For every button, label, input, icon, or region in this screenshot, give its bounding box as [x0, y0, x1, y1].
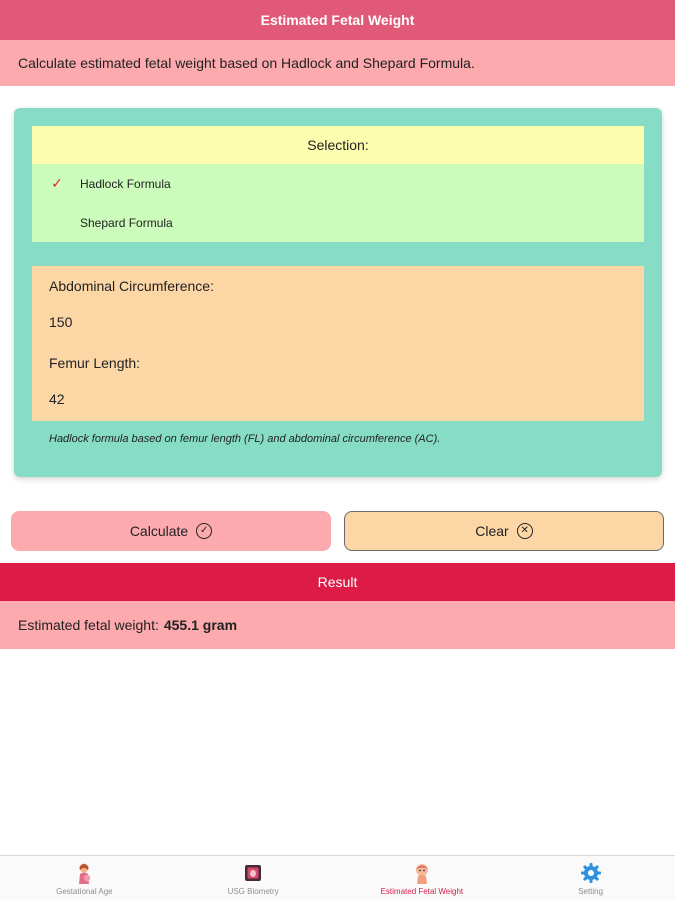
tab-label: Gestational Age — [56, 887, 113, 896]
result-body — [0, 601, 675, 649]
option-label: Shepard Formula — [80, 215, 173, 230]
result-value: 455.1 gram — [163, 617, 238, 633]
measurement-inputs — [32, 266, 644, 421]
gear-icon — [580, 862, 602, 884]
tab-label: USG Biometry — [227, 887, 279, 896]
abdominal-circumference-input[interactable] — [49, 314, 629, 330]
checkmark-icon: ✓ — [51, 175, 63, 191]
femur-length-input[interactable] — [49, 391, 629, 407]
calculate-button[interactable] — [11, 511, 331, 551]
check-circle-icon: ✓ — [196, 523, 212, 539]
formula-options — [32, 164, 644, 242]
ultrasound-icon — [242, 862, 264, 884]
tab-estimated-fetal-weight[interactable] — [338, 856, 507, 900]
tab-setting[interactable] — [506, 856, 675, 900]
selection-header: Selection: — [32, 126, 644, 164]
calculator-card — [14, 108, 662, 477]
tab-bar — [0, 855, 675, 900]
tab-label: Estimated Fetal Weight — [380, 887, 464, 896]
navigation-bar — [0, 0, 675, 40]
tab-usg-biometry[interactable] — [169, 856, 338, 900]
tab-label: Setting — [578, 887, 604, 896]
femur-length-label: Femur Length: — [49, 355, 141, 371]
abdominal-circumference-label: Abdominal Circumference: — [49, 278, 214, 294]
description-bar: Calculate estimated fetal weight based on Hadlock and Shepard Formula. — [0, 40, 675, 86]
formula-note: Hadlock formula based on femur length (FL) and abdominal circumference (AC). — [49, 433, 441, 445]
calculate-button-label: Calculate — [129, 523, 189, 539]
tab-gestational-age[interactable] — [0, 856, 169, 900]
clear-button-label: Clear — [475, 523, 509, 539]
clear-button[interactable] — [344, 511, 664, 551]
result-header: Result — [0, 563, 675, 601]
option-hadlock-formula[interactable] — [32, 164, 644, 203]
option-label: Hadlock Formula — [80, 176, 171, 191]
baby-icon — [411, 862, 433, 884]
option-shepard-formula[interactable] — [32, 203, 644, 242]
page-title: Estimated Fetal Weight — [260, 12, 415, 28]
pregnant-woman-icon — [73, 862, 95, 884]
result-label: Estimated fetal weight: — [18, 617, 159, 633]
x-circle-icon: ✕ — [517, 523, 533, 539]
